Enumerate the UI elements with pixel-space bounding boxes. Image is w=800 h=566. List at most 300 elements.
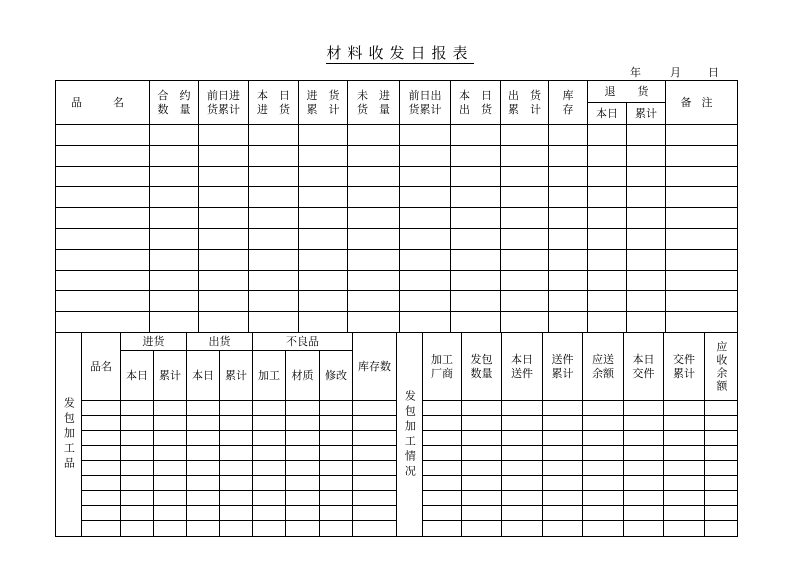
table-cell[interactable]: [543, 416, 583, 431]
header-today-issue: 本 日 出 货: [451, 81, 501, 125]
table-cell[interactable]: [150, 291, 199, 312]
table-cell[interactable]: [121, 491, 154, 506]
header-pending-receipt: 未 进 货 量: [348, 81, 400, 125]
table-cell[interactable]: [462, 401, 502, 416]
table-cell[interactable]: [705, 416, 738, 431]
table-cell[interactable]: [705, 446, 738, 461]
table-cell[interactable]: [253, 491, 286, 506]
table-cell[interactable]: [549, 166, 588, 187]
table-cell[interactable]: [423, 476, 462, 491]
header-outsource-qty: 发包 数量: [462, 333, 502, 401]
table-cell[interactable]: [462, 446, 502, 461]
table-cell[interactable]: [56, 145, 150, 166]
table-cell[interactable]: [121, 521, 154, 537]
table-cell[interactable]: [286, 401, 320, 416]
table-cell[interactable]: [299, 187, 348, 208]
table-cell[interactable]: [286, 446, 320, 461]
table-cell[interactable]: [627, 270, 666, 291]
table-cell[interactable]: [199, 166, 249, 187]
table-cell[interactable]: [249, 125, 299, 146]
table-cell[interactable]: [150, 208, 199, 229]
table-cell[interactable]: [299, 166, 348, 187]
table-cell[interactable]: [82, 446, 121, 461]
table-cell[interactable]: [353, 461, 397, 476]
table-cell[interactable]: [253, 431, 286, 446]
table-cell[interactable]: [299, 145, 348, 166]
table-cell[interactable]: [462, 521, 502, 537]
table-cell[interactable]: [501, 249, 549, 270]
header-receipt-total-2: 累计: [154, 351, 187, 401]
table-cell[interactable]: [501, 187, 549, 208]
table-cell[interactable]: [199, 228, 249, 249]
table-cell[interactable]: [583, 506, 624, 521]
table-cell[interactable]: [299, 208, 348, 229]
table-cell[interactable]: [502, 506, 543, 521]
table-cell[interactable]: [299, 228, 348, 249]
table-cell[interactable]: [624, 491, 664, 506]
table-cell[interactable]: [666, 166, 738, 187]
table-cell[interactable]: [253, 461, 286, 476]
table-cell[interactable]: [423, 431, 462, 446]
table-cell[interactable]: [154, 506, 187, 521]
table-cell[interactable]: [253, 401, 286, 416]
table-cell[interactable]: [400, 145, 451, 166]
table-cell[interactable]: [549, 270, 588, 291]
table-cell[interactable]: [286, 461, 320, 476]
table-cell[interactable]: [82, 401, 121, 416]
table-cell[interactable]: [624, 446, 664, 461]
table-cell[interactable]: [320, 416, 353, 431]
table-cell[interactable]: [56, 270, 150, 291]
header-product-name-2: 品名: [82, 333, 121, 401]
table-cell[interactable]: [199, 249, 249, 270]
table-cell[interactable]: [705, 401, 738, 416]
table-cell[interactable]: [82, 491, 121, 506]
table-cell[interactable]: [150, 228, 199, 249]
table-cell[interactable]: [501, 125, 549, 146]
table-cell[interactable]: [56, 125, 150, 146]
table-cell[interactable]: [627, 312, 666, 333]
table-cell[interactable]: [348, 228, 400, 249]
date-month-label: 月: [670, 66, 681, 79]
table-cell[interactable]: [286, 521, 320, 537]
table-cell[interactable]: [320, 521, 353, 537]
table-cell[interactable]: [583, 431, 624, 446]
header-receivable-balance: 应收余额: [705, 333, 738, 401]
table-cell[interactable]: [82, 521, 121, 537]
table-cell[interactable]: [705, 476, 738, 491]
table-cell[interactable]: [705, 491, 738, 506]
table-cell[interactable]: [121, 431, 154, 446]
table-cell[interactable]: [549, 291, 588, 312]
table-cell[interactable]: [543, 491, 583, 506]
table-cell[interactable]: [121, 401, 154, 416]
table-cell[interactable]: [583, 446, 624, 461]
table-cell[interactable]: [121, 461, 154, 476]
table-cell[interactable]: [249, 208, 299, 229]
table-cell[interactable]: [348, 312, 400, 333]
table-cell[interactable]: [543, 401, 583, 416]
table-cell[interactable]: [56, 312, 150, 333]
table-cell[interactable]: [502, 446, 543, 461]
table-cell[interactable]: [624, 521, 664, 537]
table-cell[interactable]: [353, 416, 397, 431]
table-cell[interactable]: [501, 291, 549, 312]
table-cell[interactable]: [56, 187, 150, 208]
table-cell[interactable]: [121, 446, 154, 461]
table-cell[interactable]: [627, 166, 666, 187]
table-cell[interactable]: [348, 166, 400, 187]
table-row: [56, 401, 738, 416]
table-cell[interactable]: [187, 476, 220, 491]
table-cell[interactable]: [249, 166, 299, 187]
table-cell[interactable]: [154, 491, 187, 506]
table-cell[interactable]: [320, 476, 353, 491]
table-cell[interactable]: [353, 476, 397, 491]
table-cell[interactable]: [423, 506, 462, 521]
table-cell[interactable]: [348, 145, 400, 166]
table-cell[interactable]: [154, 446, 187, 461]
table-cell[interactable]: [187, 431, 220, 446]
table-cell[interactable]: [666, 291, 738, 312]
table-cell[interactable]: [705, 521, 738, 537]
table-cell[interactable]: [121, 416, 154, 431]
table-cell[interactable]: [583, 461, 624, 476]
table-cell[interactable]: [588, 166, 627, 187]
table-cell[interactable]: [502, 491, 543, 506]
table-cell[interactable]: [82, 476, 121, 491]
table-cell[interactable]: [705, 431, 738, 446]
table-cell[interactable]: [150, 145, 199, 166]
table-cell[interactable]: [299, 125, 348, 146]
table-cell[interactable]: [583, 476, 624, 491]
table-cell[interactable]: [462, 416, 502, 431]
table-cell[interactable]: [299, 270, 348, 291]
table-cell[interactable]: [154, 461, 187, 476]
receiving-table-body: [56, 125, 738, 333]
table-cell[interactable]: [400, 187, 451, 208]
table-cell[interactable]: [187, 446, 220, 461]
table-cell[interactable]: [286, 416, 320, 431]
table-cell[interactable]: [543, 431, 583, 446]
table-cell[interactable]: [543, 476, 583, 491]
table-cell[interactable]: [502, 416, 543, 431]
table-cell[interactable]: [462, 461, 502, 476]
table-cell[interactable]: [666, 228, 738, 249]
table-cell[interactable]: [154, 476, 187, 491]
table-cell[interactable]: [150, 312, 199, 333]
table-cell[interactable]: [249, 291, 299, 312]
table-cell[interactable]: [423, 491, 462, 506]
table-cell[interactable]: [400, 208, 451, 229]
table-cell[interactable]: [150, 166, 199, 187]
table-cell[interactable]: [451, 228, 501, 249]
table-cell[interactable]: [199, 125, 249, 146]
table-row: [56, 431, 738, 446]
table-cell[interactable]: [249, 270, 299, 291]
table-cell[interactable]: [588, 145, 627, 166]
table-cell[interactable]: [543, 521, 583, 537]
table-cell[interactable]: [400, 312, 451, 333]
table-cell[interactable]: [627, 249, 666, 270]
table-cell[interactable]: [187, 506, 220, 521]
table-cell[interactable]: [588, 312, 627, 333]
table-cell[interactable]: [353, 521, 397, 537]
table-cell[interactable]: [627, 228, 666, 249]
table-cell[interactable]: [549, 249, 588, 270]
table-cell[interactable]: [150, 187, 199, 208]
section-outsourced-products: 发包加工品: [56, 333, 82, 537]
table-cell[interactable]: [286, 431, 320, 446]
table-cell[interactable]: [220, 431, 253, 446]
table-cell[interactable]: [82, 416, 121, 431]
table-cell[interactable]: [56, 249, 150, 270]
table-cell[interactable]: [588, 187, 627, 208]
table-cell[interactable]: [583, 401, 624, 416]
table-cell[interactable]: [56, 228, 150, 249]
table-cell[interactable]: [121, 476, 154, 491]
table-cell[interactable]: [423, 521, 462, 537]
table-cell[interactable]: [199, 312, 249, 333]
table-cell[interactable]: [549, 312, 588, 333]
table-cell[interactable]: [253, 446, 286, 461]
table-cell[interactable]: [666, 312, 738, 333]
table-cell[interactable]: [451, 125, 501, 146]
table-cell[interactable]: [82, 506, 121, 521]
table-cell[interactable]: [462, 431, 502, 446]
table-cell[interactable]: [187, 401, 220, 416]
table-cell[interactable]: [664, 521, 705, 537]
table-cell[interactable]: [664, 401, 705, 416]
table-cell[interactable]: [187, 461, 220, 476]
table-cell[interactable]: [82, 431, 121, 446]
table-cell[interactable]: [348, 270, 400, 291]
table-cell[interactable]: [286, 476, 320, 491]
table-cell[interactable]: [253, 476, 286, 491]
table-cell[interactable]: [451, 312, 501, 333]
table-cell[interactable]: [400, 249, 451, 270]
table-cell[interactable]: [353, 431, 397, 446]
table-cell[interactable]: [502, 431, 543, 446]
table-cell[interactable]: [400, 125, 451, 146]
table-cell[interactable]: [627, 125, 666, 146]
table-cell[interactable]: [249, 145, 299, 166]
table-cell[interactable]: [423, 446, 462, 461]
table-cell[interactable]: [627, 145, 666, 166]
table-cell[interactable]: [666, 270, 738, 291]
table-cell[interactable]: [451, 208, 501, 229]
table-cell[interactable]: [348, 125, 400, 146]
table-cell[interactable]: [154, 416, 187, 431]
table-cell[interactable]: [588, 125, 627, 146]
table-cell[interactable]: [423, 461, 462, 476]
table-cell[interactable]: [253, 521, 286, 537]
table-cell[interactable]: [249, 312, 299, 333]
table-cell[interactable]: [624, 401, 664, 416]
table-cell[interactable]: [353, 506, 397, 521]
table-cell[interactable]: [501, 208, 549, 229]
table-cell[interactable]: [423, 401, 462, 416]
table-cell[interactable]: [299, 312, 348, 333]
table-cell[interactable]: [286, 491, 320, 506]
table-cell[interactable]: [451, 187, 501, 208]
table-cell[interactable]: [664, 476, 705, 491]
table-cell[interactable]: [627, 208, 666, 229]
table-cell[interactable]: [624, 476, 664, 491]
table-cell[interactable]: [253, 506, 286, 521]
table-cell[interactable]: [220, 476, 253, 491]
table-cell[interactable]: [353, 446, 397, 461]
table-cell[interactable]: [187, 416, 220, 431]
table-cell[interactable]: [121, 506, 154, 521]
table-cell[interactable]: [320, 506, 353, 521]
table-cell[interactable]: [705, 461, 738, 476]
table-cell[interactable]: [56, 291, 150, 312]
table-cell[interactable]: [624, 416, 664, 431]
table-cell[interactable]: [348, 249, 400, 270]
table-cell[interactable]: [299, 249, 348, 270]
table-cell[interactable]: [502, 461, 543, 476]
table-cell[interactable]: [199, 208, 249, 229]
table-cell[interactable]: [501, 166, 549, 187]
table-cell[interactable]: [624, 431, 664, 446]
table-cell[interactable]: [462, 506, 502, 521]
table-cell[interactable]: [666, 145, 738, 166]
table-cell[interactable]: [154, 431, 187, 446]
table-cell[interactable]: [549, 228, 588, 249]
table-cell[interactable]: [220, 401, 253, 416]
table-cell[interactable]: [501, 312, 549, 333]
table-cell[interactable]: [705, 506, 738, 521]
table-cell[interactable]: [627, 187, 666, 208]
table-cell[interactable]: [187, 491, 220, 506]
table-cell[interactable]: [154, 521, 187, 537]
table-cell[interactable]: [249, 228, 299, 249]
table-cell[interactable]: [154, 401, 187, 416]
table-cell[interactable]: [501, 270, 549, 291]
table-cell[interactable]: [549, 187, 588, 208]
table-cell[interactable]: [451, 291, 501, 312]
table-cell[interactable]: [666, 187, 738, 208]
table-cell[interactable]: [320, 446, 353, 461]
table-cell[interactable]: [583, 491, 624, 506]
table-cell[interactable]: [451, 166, 501, 187]
header-stock-count: 库存数: [353, 333, 397, 401]
table-cell[interactable]: [451, 145, 501, 166]
table-row: [56, 506, 738, 521]
table-cell[interactable]: [543, 506, 583, 521]
table-cell[interactable]: [400, 270, 451, 291]
table-cell[interactable]: [462, 491, 502, 506]
table-cell[interactable]: [199, 291, 249, 312]
table-cell[interactable]: [286, 506, 320, 521]
table-cell[interactable]: [588, 291, 627, 312]
table-cell[interactable]: [199, 187, 249, 208]
table-cell[interactable]: [150, 249, 199, 270]
table-cell[interactable]: [423, 416, 462, 431]
table-cell[interactable]: [588, 249, 627, 270]
table-cell[interactable]: [624, 461, 664, 476]
table-cell[interactable]: [56, 166, 150, 187]
table-cell[interactable]: [253, 416, 286, 431]
table-cell[interactable]: [220, 416, 253, 431]
table-cell[interactable]: [664, 461, 705, 476]
table-cell[interactable]: [664, 491, 705, 506]
table-cell[interactable]: [451, 270, 501, 291]
table-cell[interactable]: [583, 416, 624, 431]
table-cell[interactable]: [501, 145, 549, 166]
table-cell[interactable]: [199, 270, 249, 291]
table-cell[interactable]: [583, 521, 624, 537]
table-cell[interactable]: [501, 228, 549, 249]
table-cell[interactable]: [348, 187, 400, 208]
table-cell[interactable]: [320, 491, 353, 506]
table-cell[interactable]: [400, 166, 451, 187]
header-today-handover: 本日 交件: [624, 333, 664, 401]
table-cell[interactable]: [543, 446, 583, 461]
table-cell[interactable]: [664, 506, 705, 521]
table-cell[interactable]: [249, 187, 299, 208]
table-cell[interactable]: [502, 476, 543, 491]
table-cell[interactable]: [664, 431, 705, 446]
table-cell[interactable]: [664, 446, 705, 461]
table-cell[interactable]: [588, 228, 627, 249]
table-cell[interactable]: [666, 249, 738, 270]
table-cell[interactable]: [502, 521, 543, 537]
table-cell[interactable]: [220, 506, 253, 521]
table-cell[interactable]: [664, 416, 705, 431]
table-cell[interactable]: [462, 476, 502, 491]
table-cell[interactable]: [624, 506, 664, 521]
table-cell[interactable]: [502, 401, 543, 416]
table-cell[interactable]: [543, 461, 583, 476]
report-title: [0, 42, 800, 63]
table-cell[interactable]: [348, 291, 400, 312]
table-cell[interactable]: [400, 228, 451, 249]
table-cell[interactable]: [549, 125, 588, 146]
table-cell[interactable]: [187, 521, 220, 537]
table-cell[interactable]: [400, 291, 451, 312]
header-today-delivery: 本日 送件: [502, 333, 543, 401]
table-cell[interactable]: [220, 461, 253, 476]
table-cell[interactable]: [150, 270, 199, 291]
table-cell[interactable]: [320, 461, 353, 476]
table-cell[interactable]: [199, 145, 249, 166]
table-cell[interactable]: [588, 208, 627, 229]
table-cell[interactable]: [220, 446, 253, 461]
header-delivery-total: 送件 累计: [543, 333, 583, 401]
table-cell[interactable]: [249, 249, 299, 270]
table-cell[interactable]: [588, 270, 627, 291]
table-cell[interactable]: [348, 208, 400, 229]
table-cell[interactable]: [451, 249, 501, 270]
table-cell[interactable]: [220, 491, 253, 506]
table-cell[interactable]: [666, 125, 738, 146]
table-cell[interactable]: [549, 208, 588, 229]
table-cell[interactable]: [320, 431, 353, 446]
table-cell[interactable]: [353, 401, 397, 416]
table-cell[interactable]: [549, 145, 588, 166]
table-cell[interactable]: [353, 491, 397, 506]
table-cell[interactable]: [320, 401, 353, 416]
table-cell[interactable]: [56, 208, 150, 229]
table-cell[interactable]: [150, 125, 199, 146]
table-cell[interactable]: [220, 521, 253, 537]
table-cell[interactable]: [666, 208, 738, 229]
table-cell[interactable]: [299, 291, 348, 312]
table-cell[interactable]: [82, 461, 121, 476]
table-cell[interactable]: [627, 291, 666, 312]
